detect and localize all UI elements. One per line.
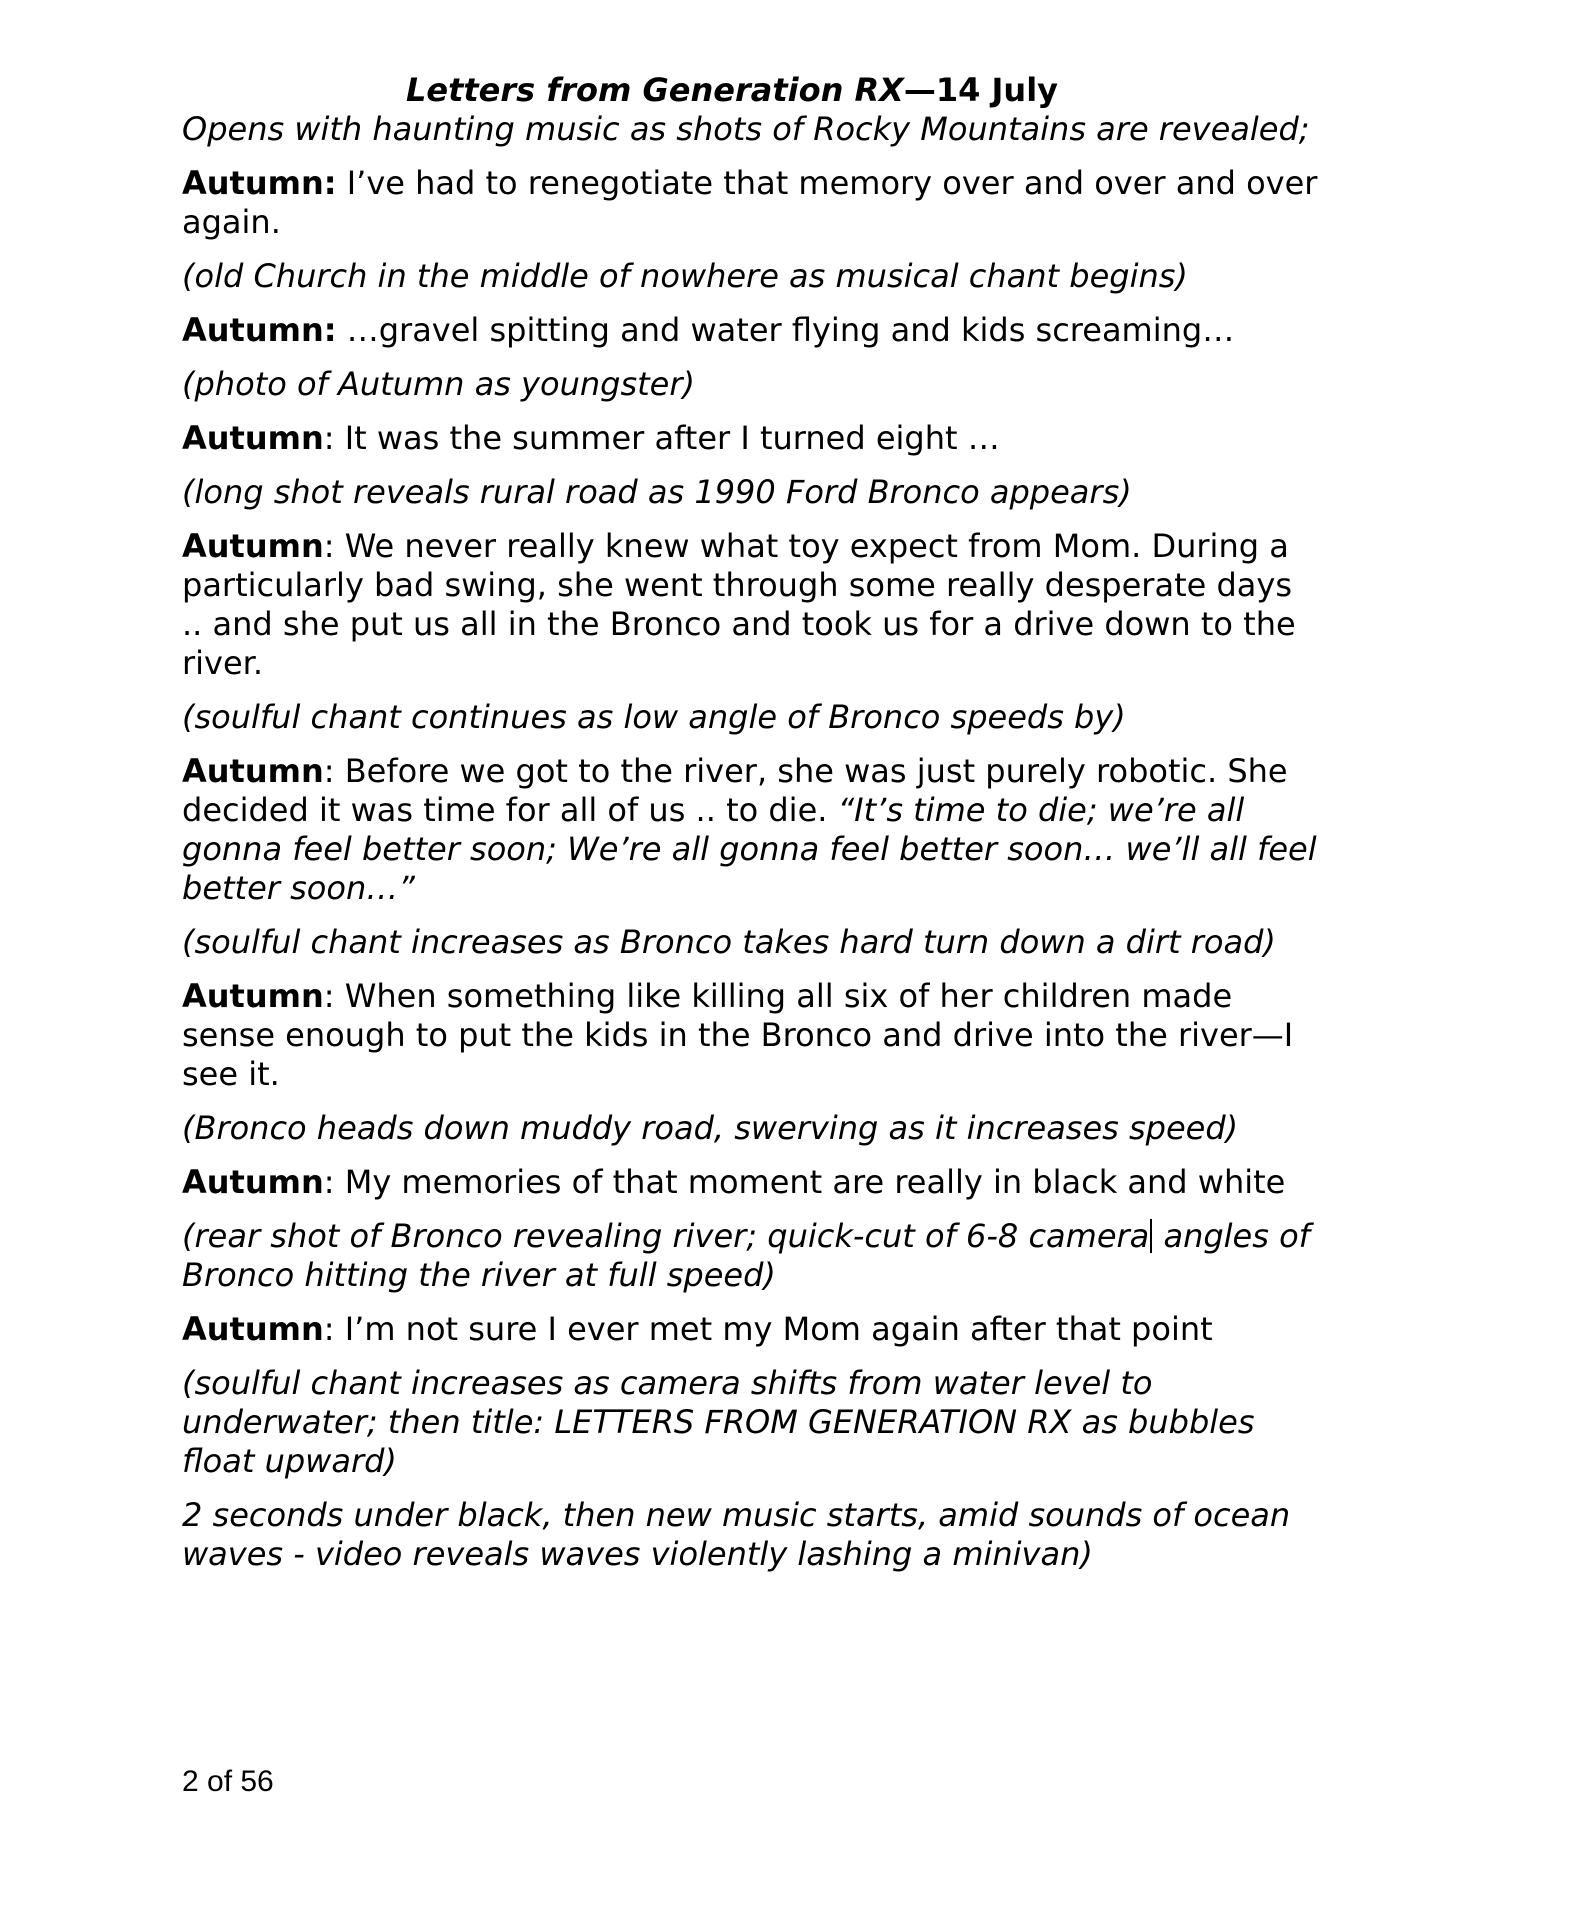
page-number: 2 of 56 — [182, 1765, 274, 1798]
title-italic-part: Letters from Generation RX — [405, 71, 904, 109]
dialogue-text: : We never really knew what toy expect from Mom. During a particularly bad swing, she went through some really desperate days .. and she put us all in the Bronco and took us for a drive down to the river. — [182, 527, 1296, 682]
title-date-part: —14 July — [903, 71, 1059, 109]
speaker-name: Autumn — [182, 977, 324, 1015]
dialogue-quote: “It’s time to die; we’re all gonna feel better soon; We’re all gonna feel better soon… we’ll all feel better soon…” — [182, 791, 1317, 907]
text-cursor — [1150, 1219, 1152, 1253]
dialogue-text: : It was the summer after I turned eight … — [323, 419, 1000, 457]
speaker-name: Autumn — [182, 419, 324, 457]
dialogue-text: …gravel spitting and water flying and kids screaming… — [336, 311, 1235, 349]
dialogue-line — [182, 527, 1322, 683]
dialogue-text: : Before we got to the river, she was just purely robotic. She decided it was time for all of us .. to die. — [182, 752, 1288, 829]
speaker-name: Autumn — [182, 1310, 324, 1348]
dialogue-line — [182, 977, 1322, 1094]
intro-direction: Opens with haunting music as shots of Rocky Mountains are revealed; — [182, 110, 1310, 148]
dialogue-text: : I’m not sure I ever met my Mom again after that point — [323, 1310, 1213, 1348]
dialogue-line — [182, 752, 1322, 908]
speaker-name: Autumn: — [182, 164, 337, 202]
stage-direction: 2 seconds under black, then new music starts, amid sounds of ocean waves - video reveals waves violently lashing a minivan) — [182, 1496, 1291, 1573]
document-title — [182, 70, 1322, 110]
stage-direction: (soulful chant continues as low angle of Bronco speeds by) — [182, 698, 1126, 736]
speaker-name: Autumn — [182, 1163, 324, 1201]
dialogue-text: : When something like killing all six of her children made sense enough to put the kids in the Bronco and drive into the river—I see it. — [182, 977, 1294, 1093]
speaker-name: Autumn — [182, 752, 324, 790]
dialogue-line — [182, 419, 1322, 458]
dialogue-line — [182, 1310, 1322, 1349]
stage-direction: (old Church in the middle of nowhere as musical chant begins) — [182, 257, 1188, 295]
dialogue-text: : My memories of that moment are really in black and white — [323, 1163, 1286, 1201]
stage-direction: (photo of Autumn as youngster) — [182, 365, 695, 403]
stage-direction: (soulful chant increases as Bronco takes hard turn down a dirt road) — [182, 923, 1276, 961]
dialogue-line — [182, 1163, 1322, 1202]
script-page — [182, 70, 1322, 1589]
direction-text-before-cursor: (rear shot of Bronco revealing river; quick-cut of 6-8 camera — [182, 1217, 1150, 1255]
stage-direction-with-cursor[interactable] — [182, 1217, 1322, 1295]
dialogue-text: I’ve had to renegotiate that memory over and over and over again. — [182, 164, 1318, 241]
speaker-name: Autumn: — [182, 311, 337, 349]
dialogue-line — [182, 164, 1322, 242]
stage-direction: (soulful chant increases as camera shifts from water level to underwater; then title: LETTERS FROM GENERATION RX as bubbles float upward) — [182, 1364, 1255, 1480]
direction-text-after-cursor: angles of Bronco hitting the river at full speed) — [182, 1217, 1310, 1294]
stage-direction: (long shot reveals rural road as 1990 Ford Bronco appears) — [182, 473, 1132, 511]
dialogue-line — [182, 311, 1322, 350]
speaker-name: Autumn — [182, 527, 324, 565]
stage-direction: (Bronco heads down muddy road, swerving as it increases speed) — [182, 1109, 1239, 1147]
